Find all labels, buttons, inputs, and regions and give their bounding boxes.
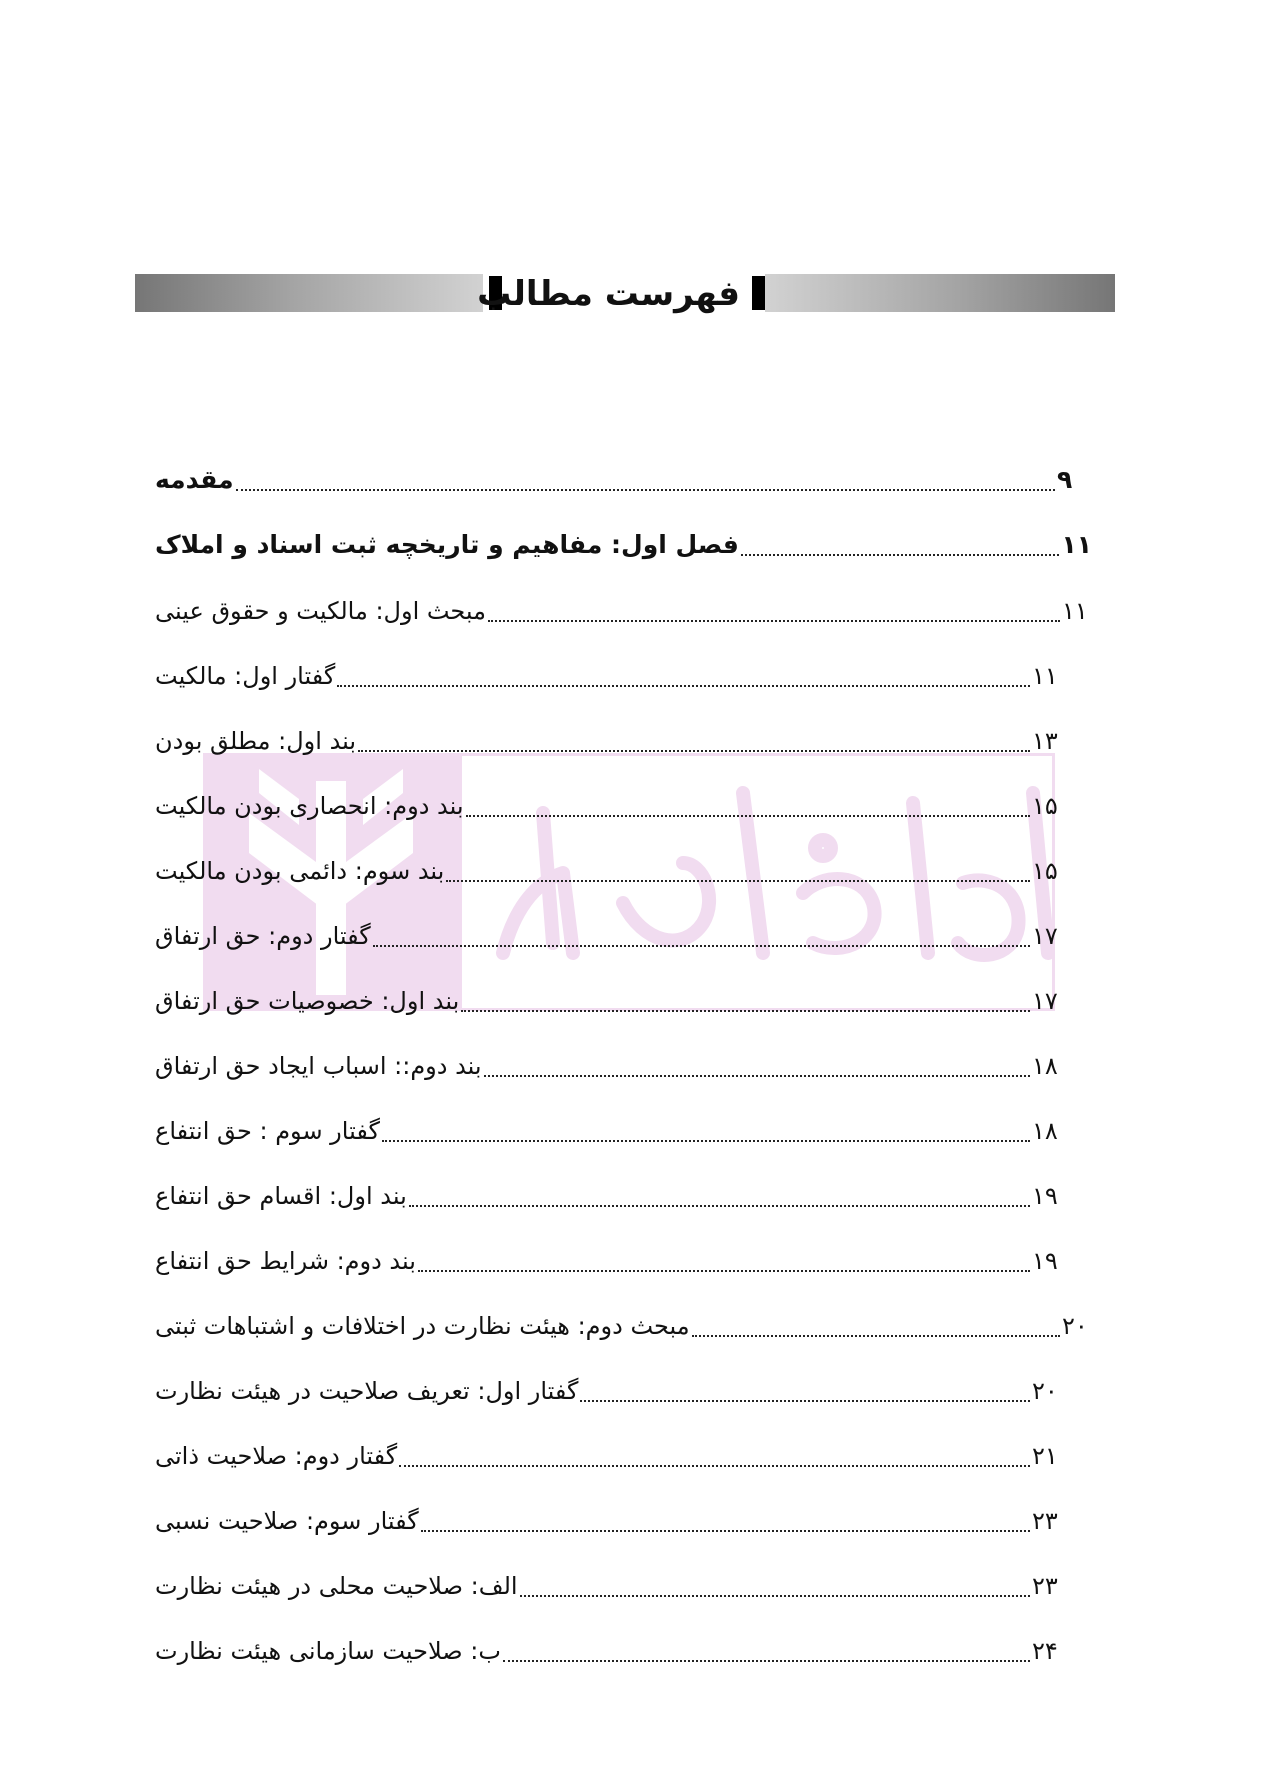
toc-dot-leader: [484, 1075, 1030, 1077]
page-title: فهرست مطالب: [477, 274, 740, 314]
toc-dot-leader: [466, 815, 1030, 817]
toc-page-number: ۲۴: [1032, 1637, 1058, 1665]
toc-entry-chapter-1[interactable]: [155, 522, 1092, 568]
toc-page-number: ۱۹: [1032, 1182, 1058, 1210]
toc-entry-subsection[interactable]: [155, 718, 1062, 764]
toc-entry-title: گفتار سوم : حق انتفاع: [155, 1117, 380, 1145]
toc-entry-title: بند دوم: شرایط حق انتفاع: [155, 1247, 416, 1275]
toc-page-number: ۱۱: [1061, 530, 1092, 559]
toc-dot-leader: [421, 1530, 1030, 1532]
toc-entry-title: گفتار دوم: حق ارتفاق: [155, 922, 371, 950]
toc-page-number: ۱۷: [1032, 922, 1058, 950]
toc-entry-title: الف: صلاحیت محلی در هیئت نظارت: [155, 1572, 518, 1600]
toc-entry-subsection[interactable]: [155, 1628, 1062, 1674]
toc-entry-subsection[interactable]: [155, 653, 1062, 699]
toc-page-number: ۲۰: [1032, 1377, 1058, 1405]
toc-dot-leader: [741, 554, 1060, 556]
toc-entry-subsection[interactable]: [155, 1368, 1062, 1414]
toc-entry-title: بند اول: مطلق بودن: [155, 727, 357, 755]
toc-entry-title: مبحث اول: مالکیت و حقوق عینی: [155, 597, 487, 625]
toc-dot-leader: [520, 1595, 1030, 1597]
toc-entry-subsection[interactable]: [155, 1498, 1062, 1544]
toc-entry-subsection[interactable]: [155, 913, 1062, 959]
toc-entry-subsection[interactable]: [155, 1563, 1062, 1609]
toc-entry-title: مقدمه: [155, 465, 234, 494]
toc-dot-leader: [236, 489, 1055, 491]
toc-entry-title: بند اول: خصوصیات حق ارتفاق: [155, 987, 460, 1015]
toc-dot-leader: [461, 1010, 1030, 1012]
toc-dot-leader: [503, 1660, 1030, 1662]
toc-page-number: ۱۸: [1032, 1117, 1058, 1145]
toc-entry-title: بند دوم: انحصاری بودن مالکیت: [155, 792, 464, 820]
toc-page-number: ۱۱: [1032, 662, 1058, 690]
toc-dot-leader: [692, 1335, 1060, 1337]
toc-page-number: ۱۹: [1032, 1247, 1058, 1275]
toc-page-number: ۱۵: [1032, 792, 1058, 820]
toc-entry-title: فصل اول: مفاهیم و تاریخچه ثبت اسناد و املاک: [155, 530, 739, 559]
toc-page-number: ۲۳: [1032, 1507, 1058, 1535]
toc-entry-section[interactable]: [155, 588, 1092, 634]
toc-dot-leader: [409, 1205, 1030, 1207]
toc-entry-title: مبحث دوم: هیئت نظارت در اختلافات و اشتباهات ثبتی: [155, 1312, 690, 1340]
toc-entry-title: ب: صلاحیت سازمانی هیئت نظارت: [155, 1637, 501, 1665]
toc-entry-subsection[interactable]: [155, 1238, 1062, 1284]
toc-entry-subsection[interactable]: [155, 783, 1062, 829]
toc-entry-title: بند سوم: دائمی بودن مالکیت: [155, 857, 445, 885]
toc-entry-title: گفتار سوم: صلاحیت نسبی: [155, 1507, 419, 1535]
toc-page-number: ۱۵: [1032, 857, 1058, 885]
toc-entry-title: بند دوم:: اسباب ایجاد حق ارتفاق: [155, 1052, 482, 1080]
toc-entry-subsection[interactable]: [155, 1173, 1062, 1219]
toc-dot-leader: [399, 1465, 1030, 1467]
toc-page-number: ۲۰: [1062, 1312, 1088, 1340]
toc-page-number: ۱۱: [1062, 597, 1088, 625]
toc-entry-section[interactable]: [155, 1303, 1092, 1349]
toc-entry-title: بند اول: اقسام حق انتفاع: [155, 1182, 407, 1210]
toc-entry-intro[interactable]: [155, 457, 1087, 503]
toc-entry-title: گفتار اول: مالکیت: [155, 662, 336, 690]
toc-page-number: ۱۳: [1032, 727, 1058, 755]
toc-entry-title: گفتار دوم: صلاحیت ذاتی: [155, 1442, 398, 1470]
toc-page-number: ۱۸: [1032, 1052, 1058, 1080]
toc-dot-leader: [418, 1270, 1030, 1272]
toc-dot-leader: [373, 945, 1030, 947]
toc-dot-leader: [358, 750, 1030, 752]
toc-dot-leader: [337, 685, 1030, 687]
toc-entry-subsection[interactable]: [155, 978, 1062, 1024]
toc-entry-subsection[interactable]: [155, 1433, 1062, 1479]
toc-dot-leader: [580, 1400, 1030, 1402]
toc-page-number: ۲۱: [1032, 1442, 1058, 1470]
toc-page-number: ۲۳: [1032, 1572, 1058, 1600]
toc-entry-title: گفتار اول: تعریف صلاحیت در هیئت نظارت: [155, 1377, 579, 1405]
toc-entry-subsection[interactable]: [155, 1108, 1062, 1154]
toc-dot-leader: [488, 620, 1060, 622]
toc-entry-subsection[interactable]: [155, 1043, 1062, 1089]
toc-entry-subsection[interactable]: [155, 848, 1062, 894]
toc-page-number: ۹: [1057, 465, 1073, 494]
toc-dot-leader: [382, 1140, 1030, 1142]
toc-dot-leader: [446, 880, 1030, 882]
toc-page-number: ۱۷: [1032, 987, 1058, 1015]
